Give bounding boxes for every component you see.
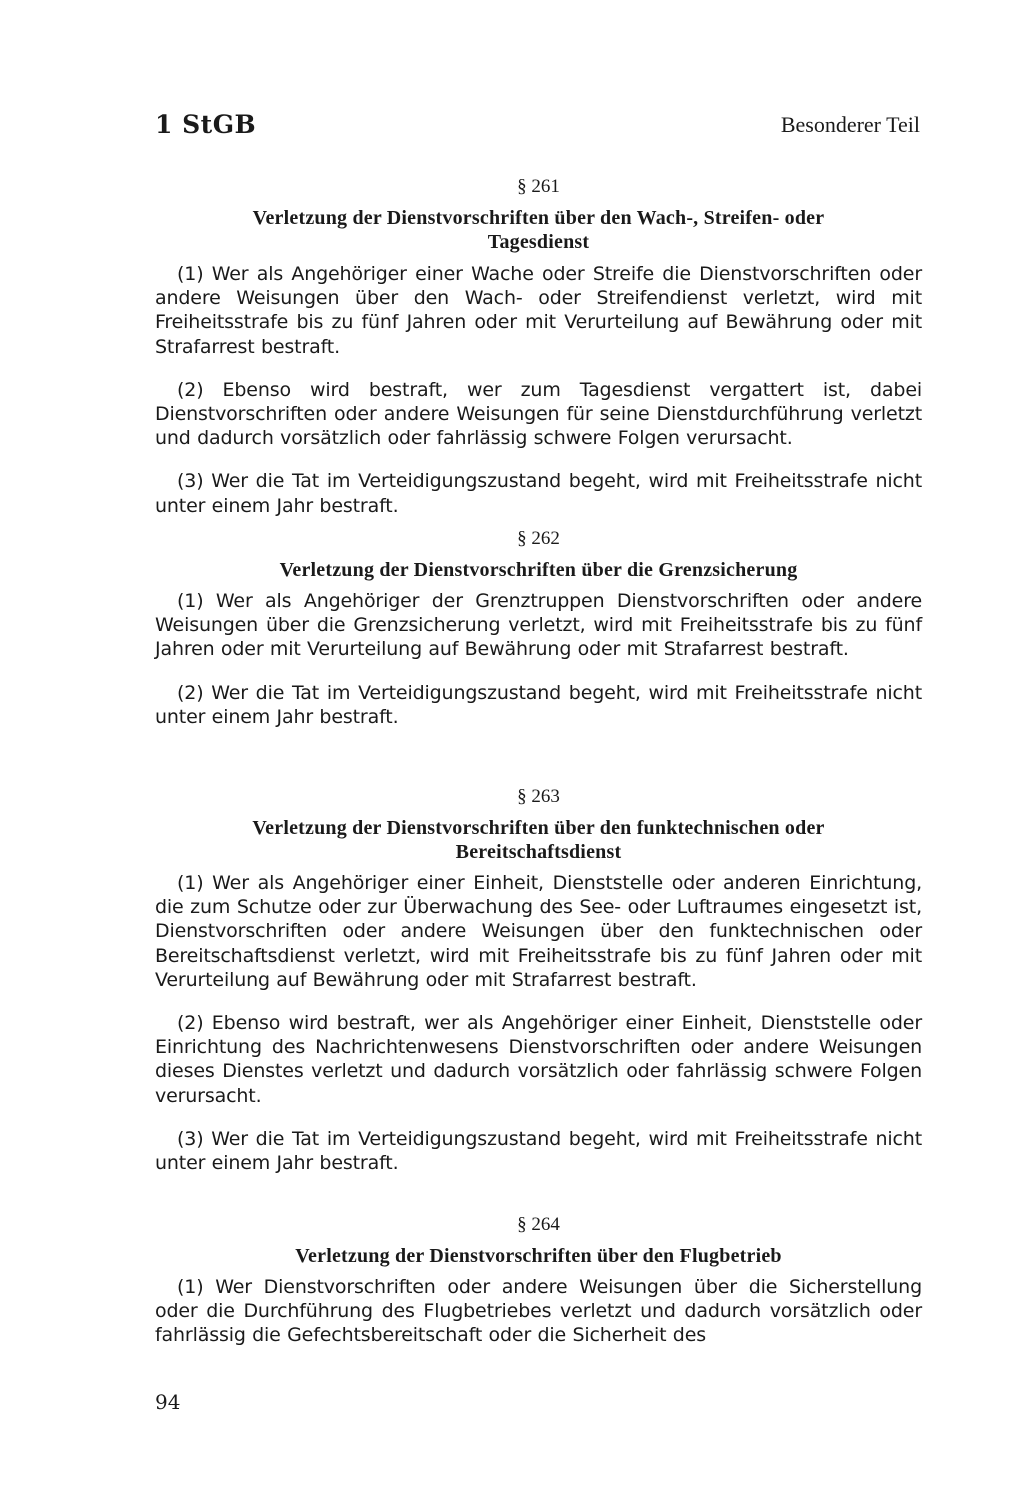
section-title: [155, 206, 922, 254]
part-label: Besonderer Teil: [780, 112, 920, 137]
paragraph: (1) Wer als Angehöriger einer Wache oder Streife die Dienstvorschriften oder andere Weisungen über den Wach- oder Streifendienst verletzt, wird mit Freiheitsstrafe bis zu fünf Jahren oder mit Verurteilung auf Bewährung oder mit Strafarrest bestraft.: [155, 263, 922, 358]
section-title-line: Bereitschaftsdienst: [455, 841, 622, 863]
section-title-line: Tagesdienst: [487, 231, 590, 253]
paragraph: (3) Wer die Tat im Verteidigungszustand begeht, wird mit Freiheitsstrafe nicht unter einem Jahr bestraft.: [155, 470, 922, 517]
paragraph: (2) Ebenso wird bestraft, wer zum Tagesdienst vergattert ist, dabei Dienstvorschriften oder andere Weisungen für seine Dienstdurchführung verletzt und dadurch vorsätzlich oder fahrlässig schwere Folgen verursacht.: [155, 378, 922, 450]
section-title: [155, 816, 922, 864]
section-title-line: Verletzung der Dienstvorschriften über die Grenzsicherung: [279, 559, 798, 581]
section-title: [155, 558, 922, 582]
paragraph: (1) Wer Dienstvorschriften oder andere Weisungen über die Sicherstellung oder die Durchführung des Flugbetriebes verletzt und dadurch vorsätzlich oder fahrlässig die Gefechtsbereitschaft oder die Sicherheit des: [155, 1276, 922, 1347]
section-number: § 264: [517, 1214, 560, 1235]
section-title-line: Verletzung der Dienstvorschriften über den Wach-, Streifen- oder: [252, 207, 825, 229]
section-number: § 262: [517, 528, 560, 549]
section-264: [155, 1212, 922, 1367]
page-header: [155, 108, 922, 148]
section-261: [155, 174, 922, 537]
section-title-line: Verletzung der Dienstvorschriften über den Flugbetrieb: [295, 1245, 782, 1267]
paragraph: (1) Wer als Angehöriger einer Einheit, Dienststelle oder anderen Einrichtung, die zum Schutze oder zur Überwachung des See- oder Luftraumes eingesetzt ist, Dienstvorschriften oder andere Weisungen über den funktechnischen oder Bereitschaftsdienst verletzt, wird mit Freiheitsstrafe bis zu fünf Jahren oder mit Verurteilung auf Bewährung oder mit Strafarrest bestraft.: [155, 872, 922, 991]
section-title: [155, 1244, 922, 1268]
section-number: § 261: [517, 176, 560, 197]
document-page: [155, 0, 922, 1493]
page-number: 94: [155, 1390, 181, 1414]
section-262: [155, 526, 922, 748]
paragraph: (1) Wer als Angehöriger der Grenztruppen Dienstvorschriften oder andere Weisungen über die Grenzsicherung verletzt, wird mit Freiheitsstrafe bis zu fünf Jahren oder mit Verurteilung auf Bewährung oder mit Strafarrest bestraft.: [155, 590, 922, 661]
section-title-line: Verletzung der Dienstvorschriften über den funktechnischen oder: [252, 817, 825, 839]
section-263: [155, 784, 922, 1194]
paragraph: (2) Ebenso wird bestraft, wer als Angehöriger einer Einheit, Dienststelle oder Einrichtung des Nachrichtenwesens Dienstvorschriften oder andere Weisungen dieses Dienstes verletzt und dadurch vorsätzlich oder fahrlässig schwere Folgen verursacht.: [155, 1012, 922, 1107]
section-number: § 263: [517, 786, 560, 807]
code-label: 1 StGB: [155, 110, 257, 139]
paragraph: (2) Wer die Tat im Verteidigungszustand begeht, wird mit Freiheitsstrafe nicht unter einem Jahr bestraft.: [155, 681, 922, 728]
paragraph: (3) Wer die Tat im Verteidigungszustand begeht, wird mit Freiheitsstrafe nicht unter einem Jahr bestraft.: [155, 1127, 922, 1175]
